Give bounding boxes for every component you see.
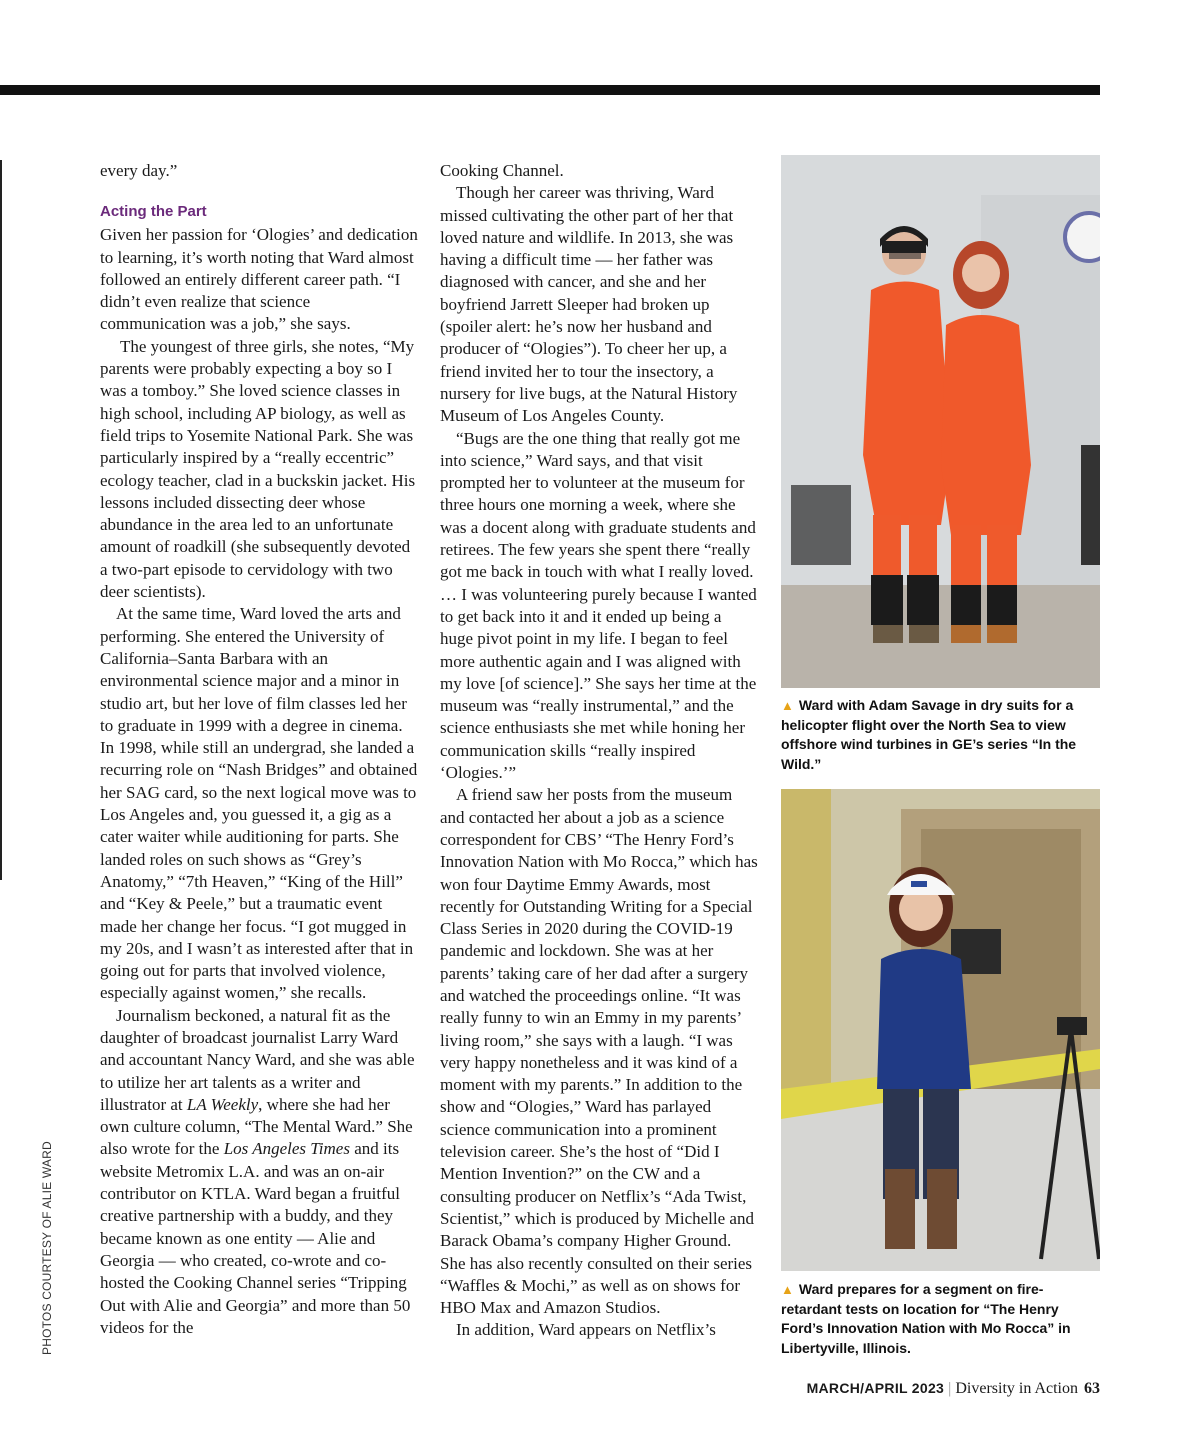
caption-text: Ward prepares for a segment on fire-retardant tests on location for “The Henry Ford’s Innovation Nation with Mo Rocca” in Libertyville, Illinois.	[781, 1281, 1071, 1356]
article-column-2	[440, 160, 758, 1342]
paragraph	[100, 1005, 420, 1339]
paragraph: A friend saw her posts from the museum and contacted her about a job as a science correspondent for CBS’ “The Henry Ford’s Innovation Nation with Mo Rocca,” which has won four Daytime Emmy Awards, most recently for Outstanding Writing for a Special Class Series in 2020 during the COVID-19 pandemic and lockdown. She was at her parents’ taking care of her dad after a surgery and watched the proceedings online. “It was really funny to win an Emmy in my parents’ living room,” she says with a laugh. “I was very happy nonetheless and it was kind of a moment with my parents.” In addition to the show and “Ologies,” Ward has parlayed science communication into a prominent television career. She’s the host of “Did I Mention Invention?” on the CW and a consulting producer on Netflix’s “Ada Twist, Scientist,” which is produced by Michelle and Barack Obama’s company Higher Ground. She has also recently consulted on their series “Waffles & Mochi,” as well as on shows for HBO Max and Amazon Studios.	[440, 785, 758, 1318]
paragraph: Given her passion for ‘Ologies’ and dedication to learning, it’s worth noting that Ward almost followed an entirely different career path. “I didn’t even realize that science communication was a job,” she says.	[100, 225, 418, 334]
paragraph: “Bugs are the one thing that really got me into science,” Ward says, and that visit prompted her to volunteer at the museum for three hours one morning a week, where she was a docent along with graduate students and retirees. The few years she spent there “really got me back in touch with what I really loved. … I was volunteering purely because I wanted to get back into it and it ended up being a huge pivot point in my life. I began to feel more authentic again and I was aligned with my love [of science].” She says her time at the museum was “really instrumental,” and the science enthusiasts she met while honing her communication skills “really inspired ‘Ologies.’”	[440, 428, 757, 783]
photo-caption	[781, 1280, 1100, 1358]
text-run: , where she had her own culture column, “The Mental Ward.” She also wrote for the	[100, 1094, 413, 1159]
page-footer	[807, 1380, 1100, 1398]
paragraph: every day.”	[100, 161, 178, 180]
photo-credit: PHOTOS COURTESY OF ALIE WARD	[40, 1141, 54, 1355]
page-number: 63	[1084, 1380, 1100, 1397]
text-run: Journalism beckoned, a natural fit as the daughter of broadcast journalist Larry Ward and accountant Nancy Ward, and she was able to utilize her art talents as a writer and illustrator at	[100, 1005, 415, 1114]
left-margin-rule	[0, 160, 2, 880]
article-column-1	[100, 160, 420, 1339]
text-run: and its website Metromix L.A. and was an on-air contributor on KTLA. Ward began a fruitful creative partnership with a buddy, and they became known as one entity — Alie and Georgia — who created, co-wrote and co-hosted the Cooking Channel series “Tripping Out with Alie and Georgia” and more than 50 videos for the	[100, 1139, 411, 1337]
footer-separator: |	[948, 1380, 952, 1397]
photo-hard-hat	[781, 789, 1100, 1271]
paragraph: At the same time, Ward loved the arts and performing. She entered the University of California–Santa Barbara with an environmental science major and a minor in studio art, but her love of film classes led her to graduate in 1999 with a degree in cinema. In 1998, while still an undergrad, she landed a recurring role on “Nash Bridges” and obtained her SAG card, so the next logical move was to Los Angeles and, you guessed it, a gig as a cater waiter while auditioning for parts. She landed roles on such shows as “Grey’s Anatomy,” “7th Heaven,” “King of the Hill” and “Key & Peele,” but a traumatic event made her change her focus. “I got mugged in my 20s, and I wasn’t as interested after that in going out for parts that involved violence, especially against women,” she recalls.	[100, 604, 418, 1003]
paragraph: In addition, Ward appears on Netflix’s	[456, 1320, 716, 1340]
photo-dry-suits-illustration	[781, 155, 1100, 688]
magazine-name: Diversity in Action	[955, 1380, 1078, 1397]
photo-dry-suits	[781, 155, 1100, 688]
top-rule	[0, 85, 1100, 95]
photo-hard-hat-illustration	[781, 789, 1100, 1271]
paragraph: Cooking Channel.	[440, 161, 564, 180]
publication-name: LA Weekly	[186, 1094, 259, 1114]
paragraph: The youngest of three girls, she notes, “My parents were probably expecting a boy so I was a tomboy.” She loved science classes in high school, including AP biology, as well as field trips to Yosemite National Park. She was particularly inspired by a “really eccentric” ecology teacher, clad in a buckskin jacket. His lessons included dissecting deer whose abundance in the area led to an unfortunate amount of roadkill (she subsequently devoted a two-part episode to cervidology with two deer scientists).	[100, 336, 416, 602]
photo-caption	[781, 696, 1100, 774]
section-heading: Acting the Part	[100, 203, 207, 221]
caption-text: Ward with Adam Savage in dry suits for a helicopter flight over the North Sea to view offshore wind turbines in GE’s series “In the Wild.”	[781, 697, 1077, 772]
triangle-icon: ▲	[781, 698, 794, 713]
paragraph: Though her career was thriving, Ward missed cultivating the other part of her that loved nature and wildlife. In 2013, she was having a difficult time — her father was diagnosed with cancer, and she and her boyfriend Jarrett Sleeper had broken up (spoiler alert: he’s now her husband and producer of “Ologies”). To cheer her up, a friend invited her to tour the insectory, a nursery for live bugs, at the Natural History Museum of Los Angeles County.	[440, 183, 738, 426]
publication-name: Los Angeles Times	[223, 1139, 350, 1159]
triangle-icon: ▲	[781, 1282, 794, 1297]
issue-date: MARCH/APRIL 2023	[806, 1380, 945, 1396]
